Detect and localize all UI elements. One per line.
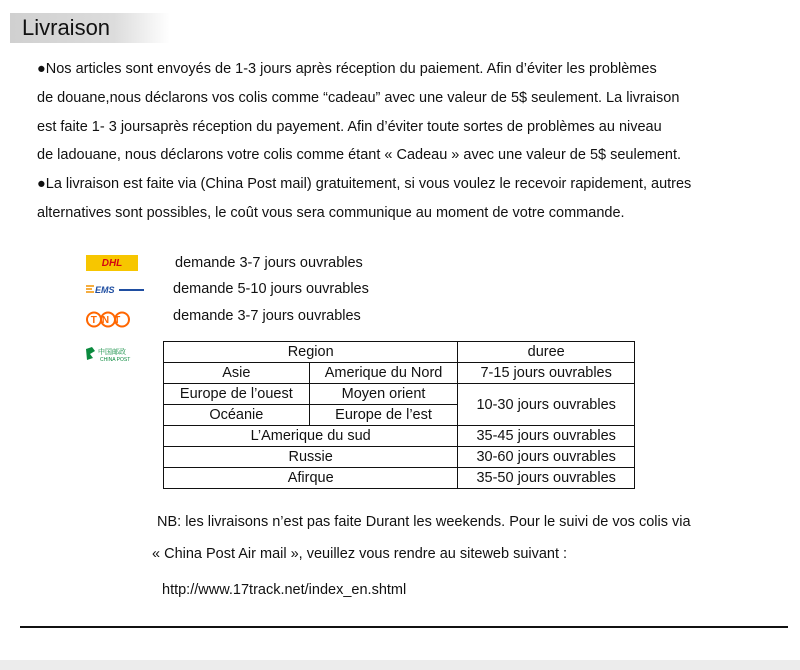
duree-cell: 35-50 jours ouvrables — [458, 468, 635, 489]
table-row — [164, 384, 635, 405]
dhl-logo-text: DHL — [101, 258, 123, 269]
region-cell: Amerique du Nord — [309, 363, 458, 384]
intro-paragraph — [37, 55, 777, 228]
duree-header: duree — [458, 342, 635, 363]
intro-line: ●La livraison est faite via (China Post mail) gratuitement, si vous voulez le recevoir rapidement, autres — [37, 176, 692, 193]
region-cell: Moyen orient — [309, 384, 458, 405]
note-line-2: « China Post Air mail », veuillez vous rendre au siteweb suivant : — [152, 546, 568, 562]
tnt-logo — [86, 311, 130, 328]
china-post-logo — [84, 345, 142, 363]
region-cell: Asie — [164, 363, 310, 384]
duree-cell: 30-60 jours ouvrables — [458, 447, 635, 468]
region-header: Region — [164, 342, 458, 363]
table-row — [164, 447, 635, 468]
region-cell: L’Amerique du sud — [164, 426, 458, 447]
dhl-delay-text: demande 3-7 jours ouvrables — [175, 255, 363, 271]
tnt-delay-text: demande 3-7 jours ouvrables — [173, 308, 361, 324]
dhl-logo — [86, 255, 138, 271]
footer-band — [0, 660, 800, 670]
region-cell: Russie — [164, 447, 458, 468]
china-post-logo-subtext: CHINA POST — [100, 357, 131, 363]
table-row — [164, 426, 635, 447]
intro-line: ●Nos articles sont envoyés de 1-3 jours après réception du paiement. Afin d’éviter les problèmes — [37, 61, 657, 77]
ems-delay-text: demande 5-10 jours ouvrables — [173, 281, 369, 297]
shipping-table — [163, 341, 635, 489]
china-post-logo-text: 中国邮政 — [98, 348, 126, 356]
tnt-logo-text: TNT — [90, 315, 126, 326]
table-row — [164, 363, 635, 384]
table-row — [164, 468, 635, 489]
ems-logo — [86, 283, 146, 295]
duree-cell: 10-30 jours ouvrables — [458, 384, 635, 426]
divider — [20, 626, 788, 628]
region-cell: Europe de l’ouest — [164, 384, 310, 405]
table-header-row — [164, 342, 635, 363]
region-cell: Afirque — [164, 468, 458, 489]
region-cell: Océanie — [164, 405, 310, 426]
ems-logo-text: EMS — [95, 285, 115, 295]
duree-cell: 7-15 jours ouvrables — [458, 363, 635, 384]
duree-cell: 35-45 jours ouvrables — [458, 426, 635, 447]
intro-line: de douane,nous déclarons vos colis comme “cadeau” avec une valeur de 5$ seulement. La livraison — [37, 89, 680, 106]
intro-line: est faite 1- 3 joursaprès réception du payement. Afin d’éviter toute sortes de problèmes au niveau — [37, 118, 662, 135]
intro-line: de ladouane, nous déclarons votre colis comme étant « Cadeau » avec une valeur de 5$ seulement. — [37, 147, 682, 164]
section-title: Livraison — [22, 15, 111, 40]
region-cell: Europe de l’est — [309, 405, 458, 426]
tracking-link[interactable]: http://www.17track.net/index_en.shtml — [162, 582, 407, 598]
note-line-1: NB: les livraisons n’est pas faite Durant les weekends. Pour le suivi de vos colis via — [157, 514, 691, 530]
section-header — [10, 13, 170, 43]
intro-line: alternatives sont possibles, le coût vous sera communique au moment de votre commande. — [37, 204, 625, 221]
